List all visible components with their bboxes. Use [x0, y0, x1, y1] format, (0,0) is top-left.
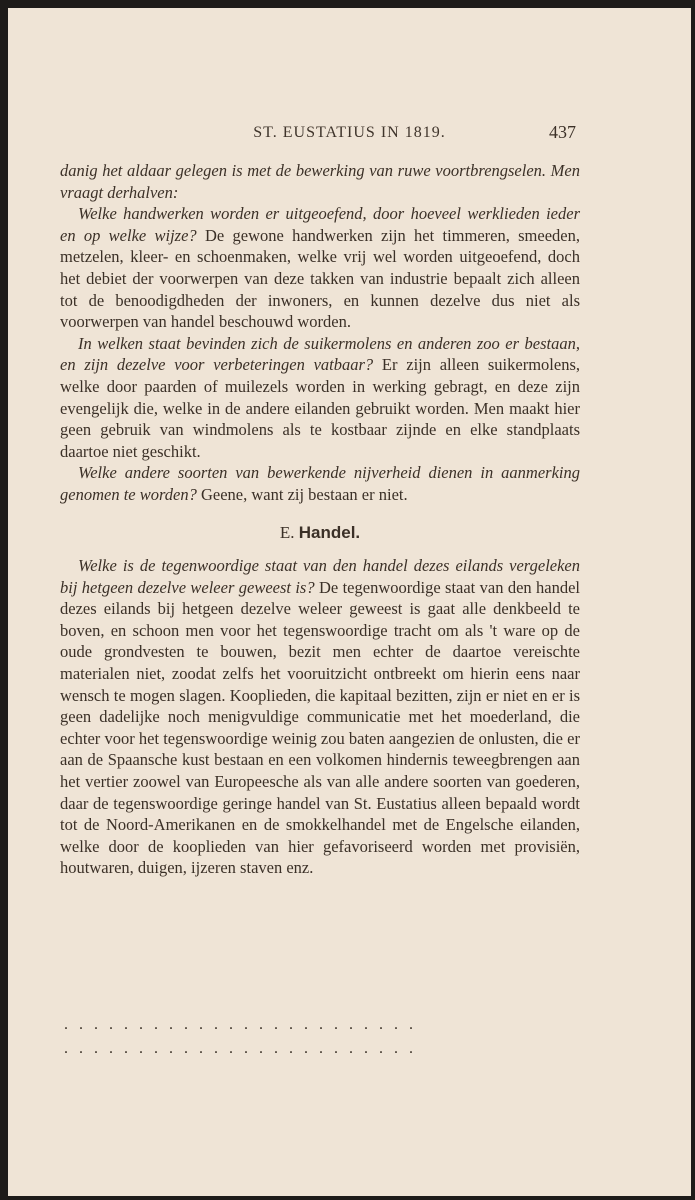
question-text: danig het aldaar gelegen is met de bewerking van ruwe voortbrengselen. Men vraagt derhalven:: [60, 161, 580, 202]
ellipsis-row: ........................: [64, 1016, 424, 1033]
question-text: Welke andere soorten van bewerkende nijverheid dienen in aanmerking genomen te worden?: [60, 463, 580, 504]
answer-text: De gewone handwerken zijn het timmeren, smeeden, metzelen, kleer- en schoenmaken, welke vrij wel worden uitgeoefend, doch het debiet der voorwerpen van deze takken van industrie bepaalt zich alleen tot de benoodigdheden der inwoners, en kunnen dezelve dus niet als voorwerpen van handel beschouwd worden.: [60, 225, 580, 332]
ellipsis-row: ........................: [64, 1040, 424, 1057]
question-text: In welken staat bevinden zich de suikermolens en anderen zoo er bestaan, en zijn dezelve voor verbeteringen vatbaar?: [60, 333, 580, 375]
body-text: [60, 160, 580, 879]
running-title: ST. EUSTATIUS IN 1819.: [253, 124, 446, 141]
paragraph: [60, 333, 580, 463]
answer-text: De tegenwoordige staat van den handel dezes eilands bij hetgeen dezelve weleer geweest is gaat alle denkbeeld te boven, en schoon men voor het tegenswoordige tracht om als 't ware op de oude grondvesten te bouwen, bezit men echter de daartoe vereischte materialen niet, zoodat zelfs het vooruitzicht ontbreekt om hierin eens naar wensch te mogen slagen. Kooplieden, die kapitaal bezitten, zijn er niet en er is geen dadelijke noch menigvuldige communicatie met het moederland, die echter voor het tegenswoordige weinig zou baten aangezien de onlusten, die er aan de Spaansche kust bestaan en een volkomen hindernis teweegbrengen aan het vertier zoowel van Europeesche als van alle andere soorten van goederen, daar de tegenswoordige geringe handel van St. Eustatius alleen bepaald wordt tot de Noord-Amerikanen en de smokkelhandel met de Engelsche eilanden, welke door de kooplieden van hier gefavoriseerd worden met provisiën, houtwaren, duigen, ijzeren staven enz.: [60, 577, 580, 878]
question-text: Welke is de tegenwoordige staat van den handel dezes eilands vergeleken bij hetgeen dezelve weleer geweest is?: [60, 556, 580, 597]
section-heading: [60, 522, 580, 544]
page-header: [58, 120, 641, 150]
paragraph: [60, 462, 580, 505]
answer-text: Er zijn alleen suikermolens, welke door paarden of muilezels worden in werking gebragt, en deze zijn evengelijk die, welke in de andere eilanden gebruikt worden. Men maakt hier geen gebruik van windmolens als te kostbaar zijnde en elke standplaats daartoe niet geschikt.: [60, 355, 580, 461]
page-number: 437: [549, 122, 576, 142]
answer-text: Geene, want zij bestaan er niet.: [200, 484, 408, 504]
book-page: [8, 8, 691, 1196]
paragraph: [60, 160, 580, 203]
section-letter: E.: [279, 522, 295, 542]
paragraph: [60, 555, 580, 879]
question-text: Welke handwerken worden er uitgeoefend, door hoeveel werklieden ieder en op welke wijze?: [60, 204, 580, 245]
section-title: Handel.: [298, 522, 361, 542]
paragraph: [60, 203, 580, 333]
